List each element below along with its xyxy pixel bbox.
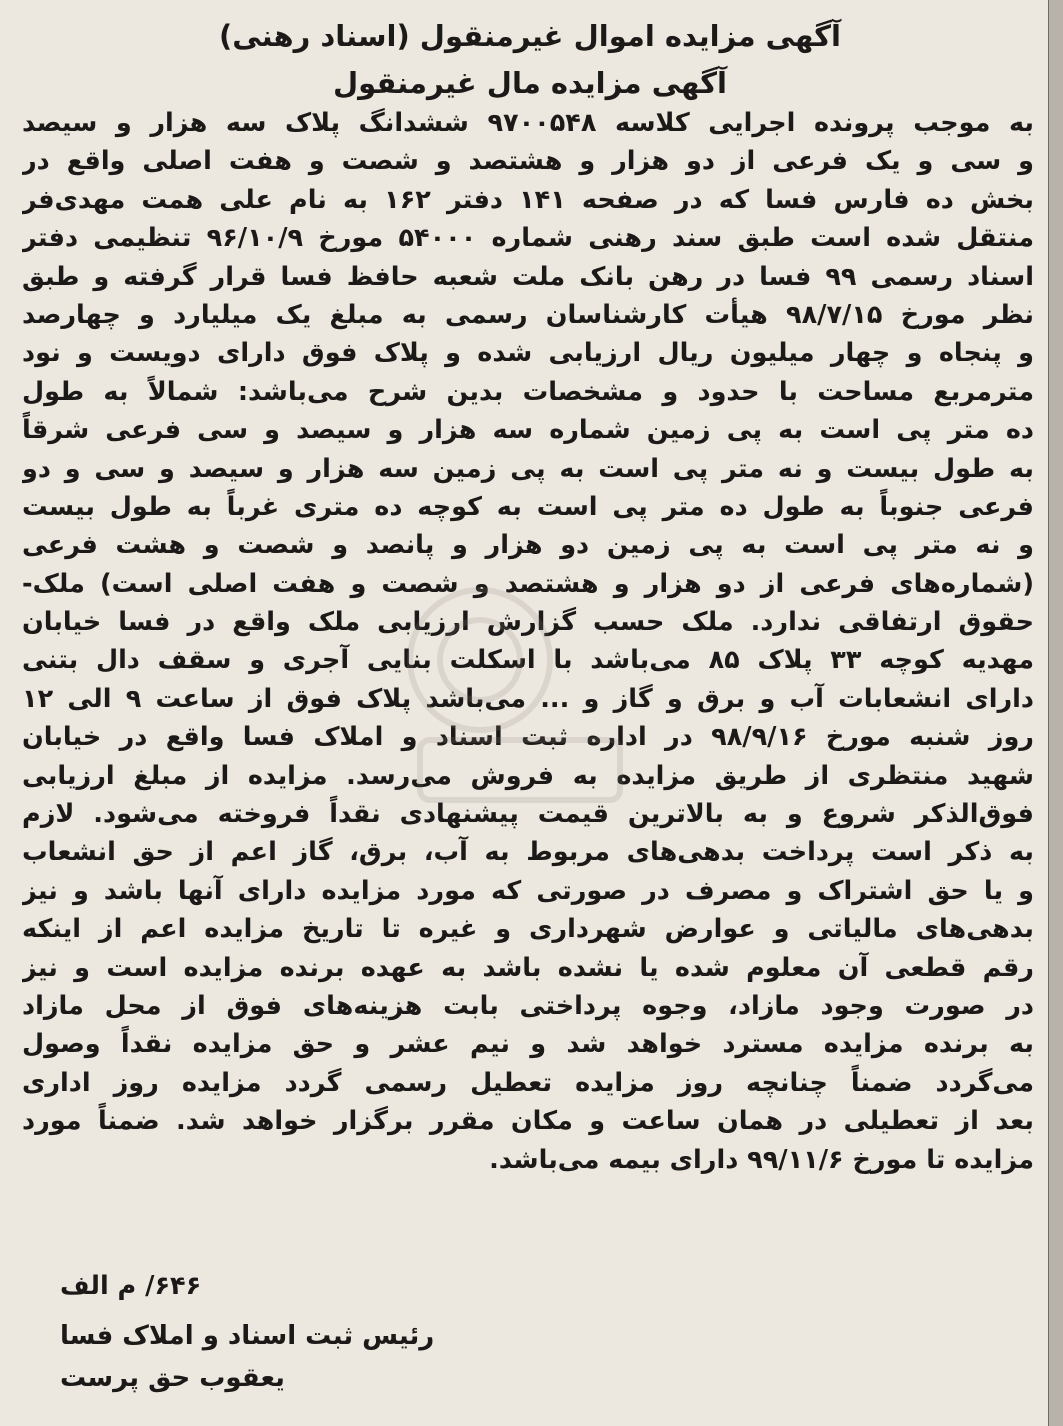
notice-body: [22, 104, 1034, 1179]
body-line: ده متر پی است به پی زمین شماره سه هزار و سیصد و سی فرعی شرقاً: [22, 415, 1034, 446]
body-line: نظر مورخ ۹۸/۷/۱۵ هیأت کارشناسان رسمی به مبلغ یک میلیارد و چهارصد: [22, 299, 1034, 330]
body-line: و پنجاه و چهار میلیون ریال ارزیابی شده و پلاک فوق دارای دویست و نود: [22, 338, 1034, 369]
body-line: و سی و یک فرعی از دو هزار و هشتصد و شصت و هفت اصلی واقع در: [22, 146, 1034, 177]
body-line: و نه متر پی است به پی زمین دو هزار و پانصد و شصت و هشت فرعی: [22, 530, 1034, 561]
body-line: رقم قطعی آن معلوم شده یا نشده باشد به عهده برنده مزایده است و نیز: [22, 952, 1034, 983]
body-line: اسناد رسمی ۹۹ فسا در رهن بانک ملت شعبه حافظ فسا قرار گرفته و طبق: [22, 261, 1034, 292]
body-line: بدهی‌های مالیاتی و عوارض شهرداری و غیره تا تاریخ مزایده اعم از اینکه: [22, 914, 1034, 945]
body-line: مزایده تا مورخ ۹۹/۱۱/۶ دارای بیمه می‌باشد.: [489, 1144, 1034, 1175]
reference-number: ۶۴۶/ م الف: [60, 1271, 202, 1301]
page-edge: [1048, 0, 1063, 1426]
body-line: شهید منتظری از طریق مزایده به فروش می‌رسد. مزایده از مبلغ ارزیابی: [22, 760, 1034, 791]
signer-name: یعقوب حق پرست: [60, 1363, 285, 1393]
body-line: بخش ده فارس فسا که در صفحه ۱۴۱ دفتر ۱۶۲ به نام علی همت مهدی‌فر: [22, 184, 1034, 215]
body-line: فرعی جنوباً به طول ده متر پی است به کوچه ده متری غرباً به طول بیست: [22, 491, 1034, 522]
body-line: منتقل شده است طبق سند رهنی شماره ۵۴۰۰۰ مورخ ۹۶/۱۰/۹ تنظیمی دفتر: [22, 223, 1034, 254]
body-line: مترمربع مساحت با حدود و مشخصات بدین شرح می‌باشد: شمالاً به طول: [22, 376, 1034, 407]
body-line: در صورت وجود مازاد، وجوه پرداختی بابت هزینه‌های فوق از محل مازاد: [22, 990, 1034, 1021]
body-line: به طول بیست و نه متر پی است به پی زمین سه هزار و سیصد و سی و دو: [22, 453, 1034, 484]
body-line: می‌گردد ضمناً چنانچه روز مزایده تعطیل رسمی گردد مزایده روز اداری: [22, 1067, 1034, 1098]
body-line: به برنده مزایده مسترد خواهد شد و نیم عشر و حق مزایده نقداً وصول: [22, 1029, 1034, 1060]
body-line: و یا حق اشتراک و مصرف در صورتی که مورد مزایده دارای آنها باشد و نیز: [22, 875, 1034, 906]
body-line: حقوق ارتفاقی ندارد. ملک حسب گزارش ارزیابی ملک واقع در فسا خیابان: [22, 607, 1034, 638]
body-line: به موجب پرونده اجرایی کلاسه ۹۷۰۰۵۴۸ ششدانگ پلاک سه هزار و سیصد: [22, 108, 1034, 138]
body-line: فوق‌الذکر شروع و به بالاترین قیمت پیشنهادی نقداً فروخته می‌شود. لازم: [22, 799, 1034, 830]
notice-subtitle: آگهی مزایده مال غیرمنقول: [333, 66, 727, 100]
body-line: به ذکر است پرداخت بدهی‌های مربوط به آب، برق، گاز اعم از حق انشعاب: [22, 837, 1034, 868]
body-line: دارای انشعابات آب و برق و گاز و ... می‌باشد پلاک فوق از ساعت ۹ الی ۱۲: [22, 683, 1034, 714]
signer-title: رئیس ثبت اسناد و املاک فسا: [60, 1321, 435, 1351]
body-line: مهدیه کوچه ۳۳ پلاک ۸۵ می‌باشد با اسکلت بنایی آجری و سقف دال بتنی: [22, 645, 1034, 676]
notice-title: آگهی مزایده اموال غیرمنقول (اسناد رهنی): [219, 19, 841, 53]
body-line: روز شنبه مورخ ۹۸/۹/۱۶ در اداره ثبت اسناد و املاک فسا واقع در خیابان: [22, 722, 1034, 753]
body-line: بعد از تعطیلی در همان ساعت و مکان مقرر برگزار خواهد شد. ضمناً مورد: [22, 1106, 1034, 1137]
body-line: (شماره‌های فرعی از دو هزار و هشتصد و شصت و هفت اصلی است) ملک-: [22, 568, 1034, 599]
